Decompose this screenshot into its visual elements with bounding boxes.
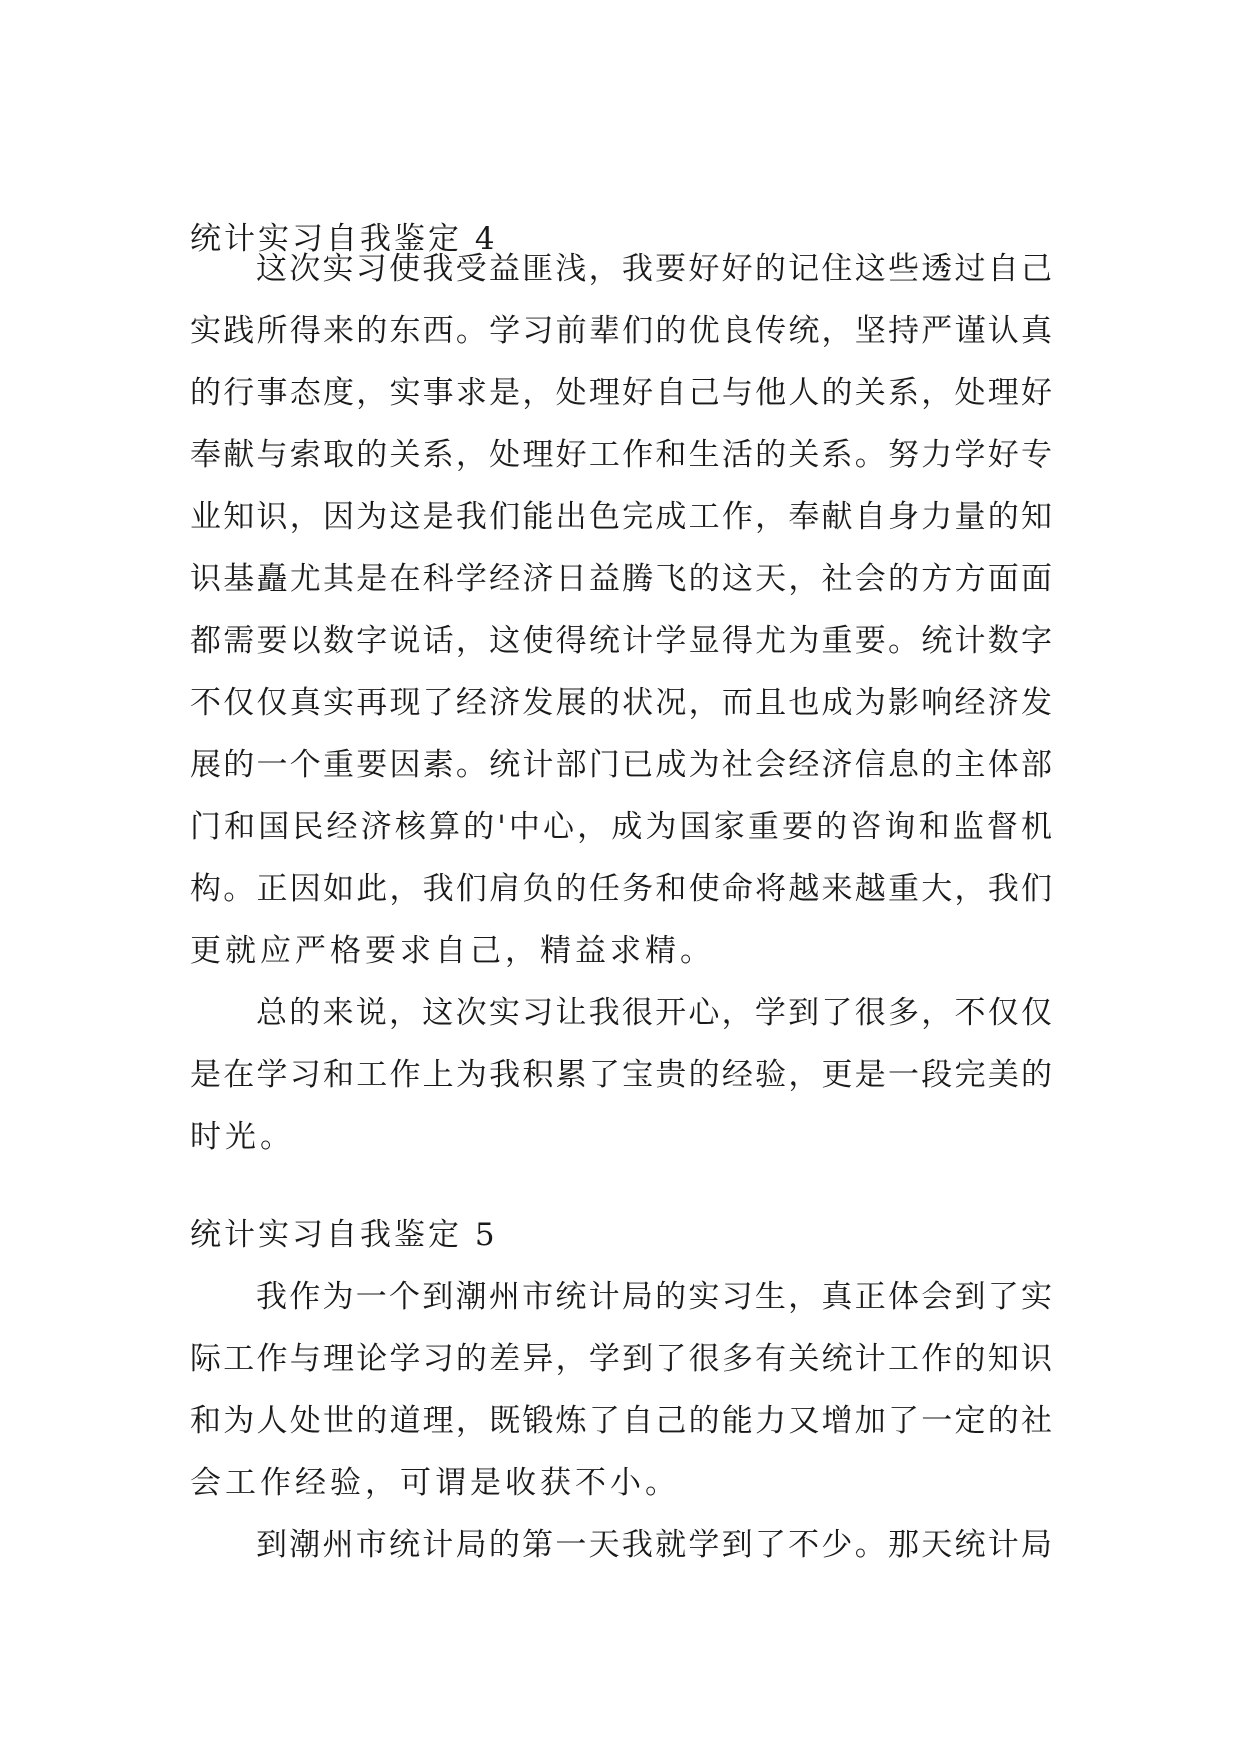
- document-page: [190, 0, 1052, 1754]
- paragraph-line: 奉献与索取的关系，处理好工作和生活的关系。努力学好专: [190, 437, 1052, 473]
- paragraph-line: 实践所得来的东西。学习前辈们的优良传统，坚持严谨认真: [190, 313, 1052, 349]
- paragraph-line: 都需要以数字说话，这使得统计学显得尤为重要。统计数字: [190, 623, 1052, 659]
- paragraph-line: 识基矗尤其是在科学经济日益腾飞的这天，社会的方方面面: [190, 561, 1052, 597]
- paragraph-line: 构。正因如此，我们肩负的任务和使命将越来越重大，我们: [190, 871, 1052, 907]
- section-heading: 统计实习自我鉴定 4: [190, 221, 498, 257]
- paragraph-line: 际工作与理论学习的差异，学到了很多有关统计工作的知识: [190, 1341, 1052, 1377]
- paragraph-line: 展的一个重要因素。统计部门已成为社会经济信息的主体部: [190, 747, 1052, 783]
- paragraph-line: 这次实习使我受益匪浅，我要好好的记住这些透过自己: [256, 251, 1052, 287]
- paragraph-line: 到潮州市统计局的第一天我就学到了不少。那天统计局: [256, 1527, 1052, 1563]
- paragraph-line: 不仅仅真实再现了经济发展的状况，而且也成为影响经济发: [190, 685, 1052, 721]
- section-heading: 统计实习自我鉴定 5: [190, 1217, 498, 1253]
- paragraph-line: 和为人处世的道理，既锻炼了自己的能力又增加了一定的社: [190, 1403, 1052, 1439]
- paragraph-line: 时光。: [190, 1119, 295, 1155]
- paragraph-line: 门和国民经济核算的'中心，成为国家重要的咨询和监督机: [190, 809, 1052, 845]
- paragraph-line: 会工作经验，可谓是收获不小。: [190, 1465, 680, 1501]
- paragraph-line: 我作为一个到潮州市统计局的实习生，真正体会到了实: [256, 1279, 1052, 1315]
- paragraph-line: 总的来说，这次实习让我很开心，学到了很多，不仅仅: [256, 995, 1052, 1031]
- paragraph-line: 更就应严格要求自己，精益求精。: [190, 933, 715, 969]
- paragraph-line: 是在学习和工作上为我积累了宝贵的经验，更是一段完美的: [190, 1057, 1052, 1093]
- paragraph-line: 的行事态度，实事求是，处理好自己与他人的关系，处理好: [190, 375, 1052, 411]
- paragraph-line: 业知识，因为这是我们能出色完成工作，奉献自身力量的知: [190, 499, 1052, 535]
